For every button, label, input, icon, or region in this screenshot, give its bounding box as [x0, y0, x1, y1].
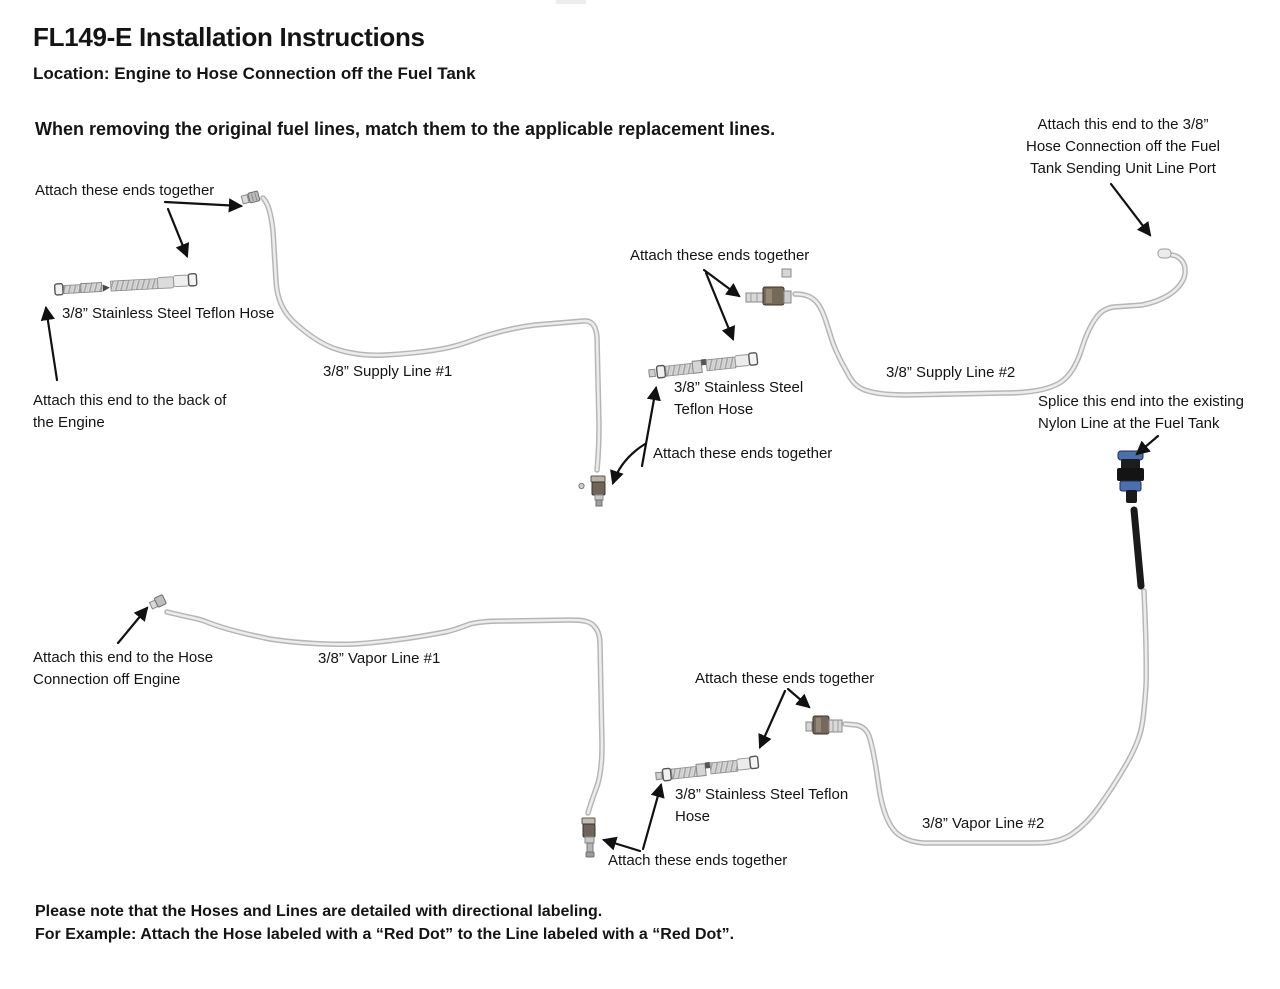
footer-note: Please note that the Hoses and Lines are detailed with directional labeling. For Example: Attach the Hose labeled with a “Red Dot” to the Line labeled with a “Red Dot”. [35, 903, 735, 943]
vapor-line-1-end-fitting [582, 818, 595, 857]
label-hose-bottom: 3/8” Stainless Steel Teflon Hose [675, 786, 849, 825]
arrow-to-supply1-bottom [613, 444, 645, 483]
vapor-line-1-start-fitting [149, 595, 167, 610]
arrow-to-hose-topleft [168, 209, 187, 256]
retainer-clip [782, 269, 791, 277]
splice-blue-band [1120, 481, 1141, 491]
vapor-line-1-tube [167, 612, 602, 813]
label-hose-top-left: 3/8” Stainless Steel Teflon Hose [62, 305, 275, 322]
loose-washer [579, 483, 584, 488]
label-attach-back-of-engine: Attach this end to the back of the Engine [33, 392, 227, 431]
vapor-line-2-tube [845, 591, 1146, 843]
stainless-hose-bottom [655, 756, 759, 782]
splice-connector [1117, 451, 1144, 503]
page-title: FL149-E Installation Instructions [33, 22, 425, 52]
label-supply-line-1: 3/8” Supply Line #1 [323, 363, 453, 380]
arrow-to-hose-bottom-left-end [643, 785, 661, 849]
label-attach-hose-connection-engine: Attach this end to the Hose Connection off Engine [33, 649, 214, 688]
line-end-cap [1158, 249, 1171, 258]
arrow-to-hose-bottom-right-end [760, 691, 785, 747]
label-attach-ends-top-left: Attach these ends together [35, 182, 215, 199]
supply-line-1-top-fitting [241, 191, 260, 205]
label-supply-line-2: 3/8” Supply Line #2 [886, 364, 1016, 381]
arrow-to-supply1-top [165, 202, 241, 206]
arrow-to-hose-middle [706, 273, 733, 339]
label-attach-ends-vapor-upper: Attach these ends together [695, 670, 875, 687]
label-hose-middle: 3/8” Stainless Steel Teflon Hose [674, 379, 804, 418]
supply-line-1-tube [263, 198, 599, 470]
label-vapor-line-2: 3/8” Vapor Line #2 [922, 815, 1045, 832]
scan-artifact [556, 0, 586, 4]
arrow-to-splice-connector [1137, 436, 1158, 454]
intro-instruction: When removing the original fuel lines, match them to the applicable replacement lines. [35, 119, 776, 139]
arrow-to-supply2-tip [1111, 184, 1150, 235]
nylon-line-section [1134, 510, 1141, 586]
label-splice-nylon-line: Splice this end into the existing Nylon Line at the Fuel Tank [1038, 393, 1244, 432]
supply-line-2-start-fitting [746, 269, 791, 305]
vapor-line-2-start-fitting [806, 716, 842, 734]
label-attach-ends-mid-lower: Attach these ends together [653, 445, 833, 462]
label-attach-ends-vapor-lower: Attach these ends together [608, 852, 788, 869]
arrow-to-vapor2-fitting [788, 689, 809, 707]
location-subtitle: Location: Engine to Hose Connection off the Fuel Tank [33, 64, 476, 83]
label-vapor-line-1: 3/8” Vapor Line #1 [318, 650, 441, 667]
label-tank-sending-unit-port: Attach this end to the 3/8” Hose Connection off the Fuel Tank Sending Unit Line Port [1025, 116, 1220, 177]
stainless-hose-top-left [54, 274, 197, 295]
label-attach-ends-mid-upper: Attach these ends together [630, 247, 810, 264]
arrow-to-vapor1-start [118, 608, 147, 643]
stainless-hose-middle [648, 353, 758, 379]
arrow-to-hose-engine-end [46, 308, 57, 380]
supply-line-1-bottom-fitting [579, 476, 605, 506]
